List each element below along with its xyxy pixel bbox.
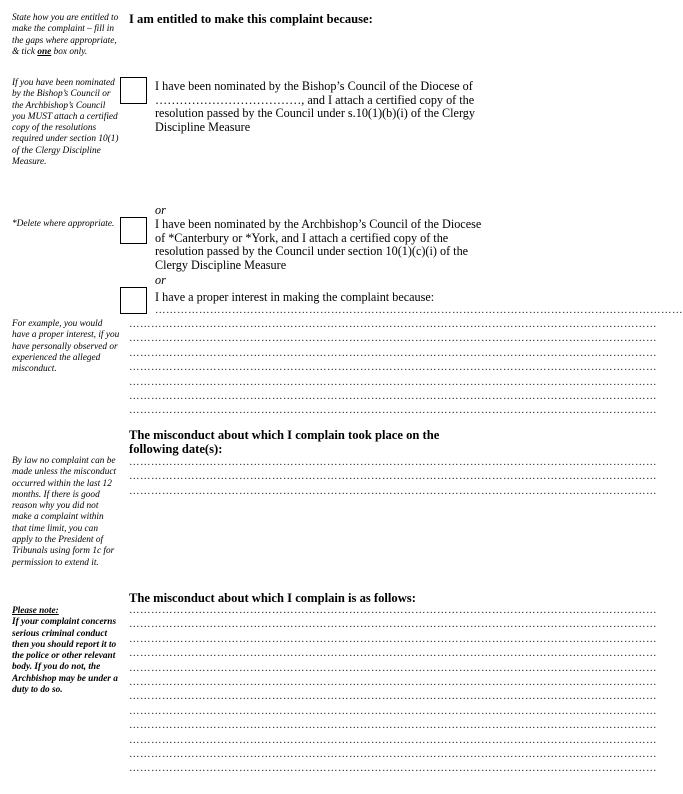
- misconduct-date-field[interactable]: [129, 456, 657, 499]
- dotted-line: ………………………………………………………………………………………………………………………………: [129, 720, 657, 732]
- misconduct-heading: The misconduct about which I complain is as follows:: [129, 591, 416, 605]
- dotted-line: ………………………………………………………………………………………………………………………………: [129, 662, 657, 674]
- instruction-text: State how you are entitled to make the complaint – fill in the gaps where appropriate, & tick: [12, 13, 119, 57]
- misconduct-description-field[interactable]: [129, 604, 657, 777]
- nomination-note: If you have been nominated by the Bishop’s Council or the Archbishop’s Council you MUST attach a certified copy of the resolutions required under section 10(1) of the Clergy Discipline Measure.: [12, 78, 119, 168]
- dotted-line: ………………………………………………………………………………………………………………………………: [129, 333, 657, 345]
- dotted-line: ………………………………………………………………………………………………………………………………: [129, 471, 657, 483]
- dotted-line: ………………………………………………………………………………………………………………………………: [129, 676, 657, 688]
- dotted-line: ………………………………………………………………………………………………………………………………: [129, 633, 657, 645]
- proper-interest-checkbox[interactable]: [120, 287, 147, 314]
- dotted-line: ………………………………………………………………………………………………………………………………: [129, 319, 657, 330]
- proper-interest-field[interactable]: [155, 304, 683, 318]
- dotted-line: ………………………………………………………………………………………………………………………………: [129, 705, 657, 717]
- time-limit-note: By law no complaint can be made unless the misconduct occurred within the last 12 months. If there is good reason why you did not make a complaint within that time limit, you can apply to the President of Tribunals using form 1c for permission to extend it.: [12, 456, 117, 568]
- please-note-heading: Please note:: [12, 606, 59, 616]
- or-separator: or: [155, 273, 166, 287]
- proper-interest-reason-field[interactable]: [129, 318, 657, 419]
- dotted-line: ………………………………………………………………………………………………………………………………: [129, 485, 657, 497]
- dotted-line: ………………………………………………………………………………………………………………………………: [129, 405, 657, 417]
- criminal-conduct-note: [12, 606, 120, 696]
- dotted-line: ………………………………………………………………………………………………………………………………: [129, 691, 657, 703]
- dotted-line: ………………………………………………………………………………………………………………………………: [129, 362, 657, 374]
- dotted-line: ………………………………………………………………………………………………………………………………: [155, 305, 683, 316]
- archbishops-council-checkbox[interactable]: [120, 217, 147, 244]
- dotted-line: ………………………………………………………………………………………………………………………………: [129, 347, 657, 359]
- dotted-line: ………………………………………………………………………………………………………………………………: [129, 748, 657, 760]
- instruction-emphasis: one: [37, 46, 52, 57]
- dotted-line: ………………………………………………………………………………………………………………………………: [129, 390, 657, 402]
- dotted-line: ………………………………………………………………………………………………………………………………: [129, 763, 657, 775]
- please-note-body: If your complaint concerns serious criminal conduct then you should report it to the police or other relevant body. If you do not, the Archbishop may be under a duty to do so.: [12, 617, 118, 696]
- proper-interest-note: For example, you would have a proper interest, if you have personally observed or experienced the alleged misconduct.: [12, 319, 120, 375]
- dotted-line: ………………………………………………………………………………………………………………………………: [129, 376, 657, 388]
- instruction-note: [12, 13, 120, 58]
- dotted-line: ………………………………………………………………………………………………………………………………: [129, 619, 657, 631]
- dotted-line: ………………………………………………………………………………………………………………………………: [129, 457, 657, 468]
- delete-note: *Delete where appropriate.: [12, 219, 115, 229]
- dotted-line: ………………………………………………………………………………………………………………………………: [129, 648, 657, 660]
- archbishops-council-option: I have been nominated by the Archbishop’s Council of the Diocese of *Canterbury or *York, and I attach a certified copy of the resolution passed by the Council under section 10(1)(c)(i) of the Clergy Discipline Measure: [155, 217, 482, 272]
- bishops-council-checkbox[interactable]: [120, 77, 147, 104]
- or-separator: or: [155, 203, 166, 217]
- dotted-line: ………………………………………………………………………………………………………………………………: [129, 605, 657, 616]
- proper-interest-option: I have a proper interest in making the complaint because:: [155, 290, 435, 304]
- bishops-council-option: I have been nominated by the Bishop’s Council of the Diocese of ………………………………, and I attach a certified copy of the resolution passed by the Council under s.10(1)(b)(i) of the Clergy Discipline Measure: [155, 79, 475, 134]
- dotted-line: ………………………………………………………………………………………………………………………………: [129, 734, 657, 746]
- instruction-text-end: box only.: [51, 46, 88, 57]
- date-heading: The misconduct about which I complain took place on the following date(s):: [129, 428, 440, 456]
- entitled-heading: I am entitled to make this complaint because:: [129, 12, 373, 26]
